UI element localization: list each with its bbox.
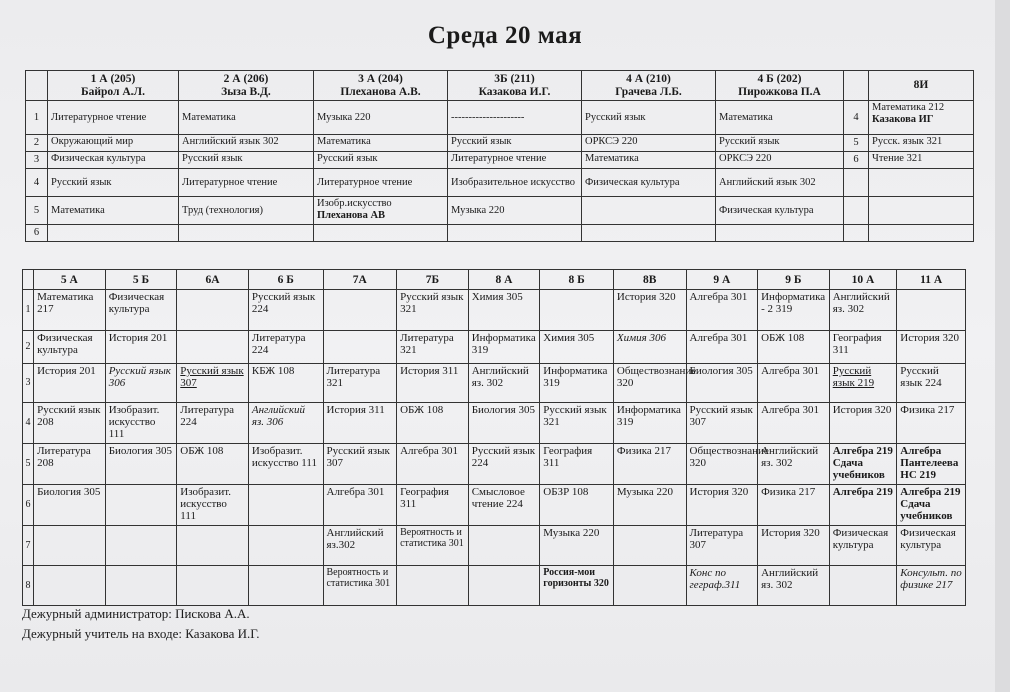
schedule-cell: Чтение 321: [869, 152, 974, 169]
schedule-cell: Биология 305: [468, 403, 540, 444]
table-header-row: [26, 71, 974, 101]
schedule-cell: Математика: [314, 135, 448, 152]
header-cell: 3Б (211) Казакова И.Г.: [448, 71, 582, 101]
schedule-cell: Английский яз. 302: [758, 444, 830, 485]
schedule-cell: Литература 224: [248, 331, 323, 364]
schedule-cell: Русский язык: [314, 152, 448, 169]
schedule-cell: История 201: [105, 331, 177, 364]
schedule-cell: Русский язык 307: [323, 444, 397, 485]
schedule-cell: Изобразит. искусство 111: [177, 485, 249, 526]
schedule-cell: [177, 526, 249, 566]
schedule-cell: Русский язык: [48, 169, 179, 197]
header-cell: 5 Б: [105, 270, 177, 290]
schedule-cell: Английский яз. 306: [248, 403, 323, 444]
secondary-schedule-table: [22, 269, 966, 606]
schedule-cell: [613, 566, 686, 606]
schedule-cell: Физическая культура: [34, 331, 106, 364]
schedule-cell: [582, 197, 716, 225]
schedule-cell: Алгебра 301: [758, 364, 830, 403]
schedule-cell: Математика: [179, 101, 314, 135]
schedule-cell: Алгебра 301: [686, 331, 758, 364]
schedule-cell: [613, 526, 686, 566]
schedule-cell: [323, 290, 397, 331]
header-cell: 4 Б (202) Пирожкова П.А: [716, 71, 844, 101]
schedule-cell: Английский яз. 302: [829, 290, 897, 331]
schedule-cell: [105, 526, 177, 566]
page-title: Среда 20 мая: [427, 22, 583, 49]
schedule-cell: ОБЖ 108: [758, 331, 830, 364]
schedule-cell: Русский язык: [179, 152, 314, 169]
schedule-cell: Физика 217: [613, 444, 686, 485]
schedule-cell: Информатика 319: [613, 403, 686, 444]
schedule-cell: Литературное чтение: [48, 101, 179, 135]
schedule-cell: Музыка 220: [448, 197, 582, 225]
schedule-cell: Русский язык 224: [468, 444, 540, 485]
schedule-cell: Информатика 319: [540, 364, 614, 403]
schedule-cell: Русский язык: [716, 135, 844, 152]
schedule-cell: Биология 305: [34, 485, 106, 526]
schedule-cell: География 311: [397, 485, 469, 526]
schedule-cell: Физика 217: [758, 485, 830, 526]
schedule-cell: Смысловое чтение 224: [468, 485, 540, 526]
schedule-cell: Русск. язык 321: [869, 135, 974, 152]
schedule-cell: Физика 217: [897, 403, 966, 444]
header-cell: 3 А (204) Плеханова А.В.: [314, 71, 448, 101]
schedule-cell: [869, 169, 974, 197]
table-row: 7 Английский яз.302 Вероятность и статистика 301 Музыка 220 Литература 307 История 320 Физическая культура Физическая культура: [23, 526, 966, 566]
schedule-cell: Литература 307: [686, 526, 758, 566]
schedule-cell: История 320: [613, 290, 686, 331]
duty-admin: Дежурный администратор: Пискова А.А.: [22, 606, 250, 621]
schedule-cell: Окружающий мир: [48, 135, 179, 152]
schedule-cell: Физическая культура: [105, 290, 177, 331]
schedule-cell: Труд (технология): [179, 197, 314, 225]
schedule-cell: Литература 321: [397, 331, 469, 364]
table-row: 5 Математика Труд (технология) Изобр.искусство Плеханова АВ Музыка 220 Физическая культура: [26, 197, 974, 225]
table-header-row: [23, 270, 966, 290]
schedule-cell: [177, 331, 249, 364]
schedule-cell: Обществознание 320: [613, 364, 686, 403]
schedule-cell: Литературное чтение: [314, 169, 448, 197]
schedule-cell: История 201: [34, 364, 106, 403]
schedule-cell: История 320: [758, 526, 830, 566]
table-row: 3 История 201 Русский язык 306 Русский язык 307 КБЖ 108 Литература 321 История 311 Английский яз. 302 Информатика 319 Обществознание 320 Биология 305 Алгебра 301 Русский язык 219 Русский язык 224: [23, 364, 966, 403]
schedule-cell: [105, 485, 177, 526]
schedule-cell: Изобразительное искусство: [448, 169, 582, 197]
schedule-cell: Физическая культура: [48, 152, 179, 169]
schedule-cell: [34, 526, 106, 566]
schedule-cell: [248, 485, 323, 526]
schedule-cell: Русский язык 208: [34, 403, 106, 444]
schedule-cell: [248, 566, 323, 606]
schedule-cell: Музыка 220: [314, 101, 448, 135]
schedule-cell: Химия 305: [468, 290, 540, 331]
schedule-cell: Литература 224: [177, 403, 249, 444]
header-cell: 9 Б: [758, 270, 830, 290]
schedule-cell: Вероятность и статистика 301: [323, 566, 397, 606]
schedule-cell: ОРКСЭ 220: [716, 152, 844, 169]
schedule-cell: Русский язык 219: [829, 364, 897, 403]
schedule-cell: [869, 197, 974, 225]
schedule-cell: ОБЖ 108: [177, 444, 249, 485]
schedule-cell: География 311: [829, 331, 897, 364]
schedule-cell: Алгебра 301: [397, 444, 469, 485]
schedule-cell: Русский язык 321: [540, 403, 614, 444]
schedule-cell: История 311: [397, 364, 469, 403]
header-cell: 6 Б: [248, 270, 323, 290]
header-cell: 4 А (210) Грачева Л.Б.: [582, 71, 716, 101]
header-cell: 8В: [613, 270, 686, 290]
table-row: 2 Физическая культура История 201 Литература 224 Литература 321 Информатика 319 Химия 305 Химия 306 Алгебра 301 ОБЖ 108 География 311 История 320: [23, 331, 966, 364]
schedule-cell: Литературное чтение: [448, 152, 582, 169]
schedule-cell: Алгебра 301: [323, 485, 397, 526]
schedule-cell: [177, 290, 249, 331]
schedule-cell: Английский язык 302: [716, 169, 844, 197]
table-row: 8 Вероятность и статистика 301 Россия-мои горизонты 320 Конс по геграф.311 Английский яз. 302 Консульт. по физике 217: [23, 566, 966, 606]
schedule-cell: Консульт. по физике 217: [897, 566, 966, 606]
table-row: 1 Литературное чтение Математика Музыка 220 --------------------- Русский язык Математика 4 Математика 212 Казакова ИГ: [26, 101, 974, 135]
header-cell: 8И: [869, 71, 974, 101]
schedule-cell: Литература 208: [34, 444, 106, 485]
schedule-cell: Математика 212 Казакова ИГ: [869, 101, 974, 135]
header-cell: 10 А: [829, 270, 897, 290]
schedule-cell: Математика 217: [34, 290, 106, 331]
header-cell: 7Б: [397, 270, 469, 290]
schedule-cell: ОБЖ 108: [397, 403, 469, 444]
schedule-cell: ОБЗР 108: [540, 485, 614, 526]
schedule-cell: Музыка 220: [540, 526, 614, 566]
schedule-cell: Конс по геграф.311: [686, 566, 758, 606]
schedule-cell: Русский язык: [448, 135, 582, 152]
schedule-cell: Русский язык 321: [397, 290, 469, 331]
schedule-cell: [468, 526, 540, 566]
schedule-cell: Литературное чтение: [179, 169, 314, 197]
header-cell: 9 А: [686, 270, 758, 290]
table-row: 6: [26, 225, 974, 242]
schedule-cell: Алгебра 301: [758, 403, 830, 444]
schedule-cell: Русский язык 307: [686, 403, 758, 444]
schedule-cell: Алгебра 219 Сдача учебников: [897, 485, 966, 526]
schedule-cell: История 320: [897, 331, 966, 364]
schedule-cell: Русский язык 224: [897, 364, 966, 403]
schedule-cell: Физическая культура: [716, 197, 844, 225]
schedule-cell: ---------------------: [448, 101, 582, 135]
table-row: 4 Русский язык 208 Изобразит. искусство 111 Литература 224 Английский яз. 306 История 311 ОБЖ 108 Биология 305 Русский язык 321 Информатика 319 Русский язык 307 Алгебра 301 История 320 Физика 217: [23, 403, 966, 444]
table-row: 2 Окружающий мир Английский язык 302 Математика Русский язык ОРКСЭ 220 Русский язык 5 Русск. язык 321: [26, 135, 974, 152]
schedule-cell: Изобр.искусство Плеханова АВ: [314, 197, 448, 225]
primary-schedule-table: [25, 70, 974, 242]
header-cell: 6А: [177, 270, 249, 290]
schedule-cell: Обществознание 320: [686, 444, 758, 485]
schedule-cell: История 320: [829, 403, 897, 444]
schedule-cell: [397, 566, 469, 606]
schedule-cell: Алгебра 301: [686, 290, 758, 331]
schedule-cell: КБЖ 108: [248, 364, 323, 403]
schedule-cell: Биология 305: [105, 444, 177, 485]
schedule-cell: Математика: [582, 152, 716, 169]
table-row: 6 Биология 305 Изобразит. искусство 111 Алгебра 301 География 311 Смысловое чтение 224 ОБЗР 108 Музыка 220 История 320 Физика 217 Алгебра 219 Алгебра 219 Сдача учебников: [23, 485, 966, 526]
schedule-cell: [248, 526, 323, 566]
schedule-cell: [177, 566, 249, 606]
table-row: 3 Физическая культура Русский язык Русский язык Литературное чтение Математика ОРКСЭ 220 6 Чтение 321: [26, 152, 974, 169]
schedule-cell: ОРКСЭ 220: [582, 135, 716, 152]
schedule-cell: [897, 290, 966, 331]
schedule-cell: География 311: [540, 444, 614, 485]
schedule-cell: Физическая культура: [582, 169, 716, 197]
header-cell: 11 А: [897, 270, 966, 290]
schedule-cell: Английский яз. 302: [758, 566, 830, 606]
schedule-cell: [829, 566, 897, 606]
schedule-cell: Алгебра Пантелеева НС 219: [897, 444, 966, 485]
header-cell: 5 А: [34, 270, 106, 290]
schedule-cell: Математика: [48, 197, 179, 225]
schedule-cell: Изобразит. искусство 111: [105, 403, 177, 444]
schedule-cell: Алгебра 219 Сдача учебников: [829, 444, 897, 485]
schedule-cell: [34, 566, 106, 606]
schedule-cell: Русский язык: [582, 101, 716, 135]
schedule-cell: [540, 290, 614, 331]
schedule-cell: Изобразит. искусство 111: [248, 444, 323, 485]
schedule-cell: Русский язык 306: [105, 364, 177, 403]
schedule-cell: Русский язык 224: [248, 290, 323, 331]
schedule-cell: Информатика - 2 319: [758, 290, 830, 331]
schedule-cell: [323, 331, 397, 364]
header-cell: 2 А (206) Зыза В.Д.: [179, 71, 314, 101]
schedule-cell: [105, 566, 177, 606]
schedule-cell: История 320: [686, 485, 758, 526]
duty-teacher: Дежурный учитель на входе: Казакова И.Г.: [22, 626, 260, 641]
schedule-cell: Информатика 319: [468, 331, 540, 364]
header-cell: 8 Б: [540, 270, 614, 290]
schedule-cell: Вероятность и статистика 301: [397, 526, 469, 566]
schedule-cell: [468, 566, 540, 606]
schedule-cell: Химия 305: [540, 331, 614, 364]
schedule-cell: Биология 305: [686, 364, 758, 403]
header-cell: 7А: [323, 270, 397, 290]
schedule-cell: Математика: [716, 101, 844, 135]
schedule-cell: Алгебра 219: [829, 485, 897, 526]
schedule-cell: Литература 321: [323, 364, 397, 403]
table-row: 1 Математика 217 Физическая культура Русский язык 224 Русский язык 321 Химия 305 История 320 Алгебра 301 Информатика - 2 319 Английский яз. 302: [23, 290, 966, 331]
schedule-cell: Физическая культура: [829, 526, 897, 566]
schedule-cell: Химия 306: [613, 331, 686, 364]
header-cell: 1 А (205) Байрол А.Л.: [48, 71, 179, 101]
schedule-cell: Физическая культура: [897, 526, 966, 566]
table-row: 5 Литература 208 Биология 305 ОБЖ 108 Изобразит. искусство 111 Русский язык 307 Алгебра 301 Русский язык 224 География 311 Физика 217 Обществознание 320 Английский яз. 302 Алгебра 219 Сдача учебников Алгебра Пантелеева НС 219: [23, 444, 966, 485]
schedule-cell: Английский язык 302: [179, 135, 314, 152]
table-row: 4 Русский язык Литературное чтение Литературное чтение Изобразительное искусство Физическая культура Английский язык 302: [26, 169, 974, 197]
schedule-cell: Английский яз. 302: [468, 364, 540, 403]
header-cell: 8 А: [468, 270, 540, 290]
schedule-cell: Английский яз.302: [323, 526, 397, 566]
schedule-cell: История 311: [323, 403, 397, 444]
schedule-cell: Русский язык 307: [177, 364, 249, 403]
schedule-cell: Россия-мои горизонты 320: [540, 566, 614, 606]
schedule-cell: Музыка 220: [613, 485, 686, 526]
